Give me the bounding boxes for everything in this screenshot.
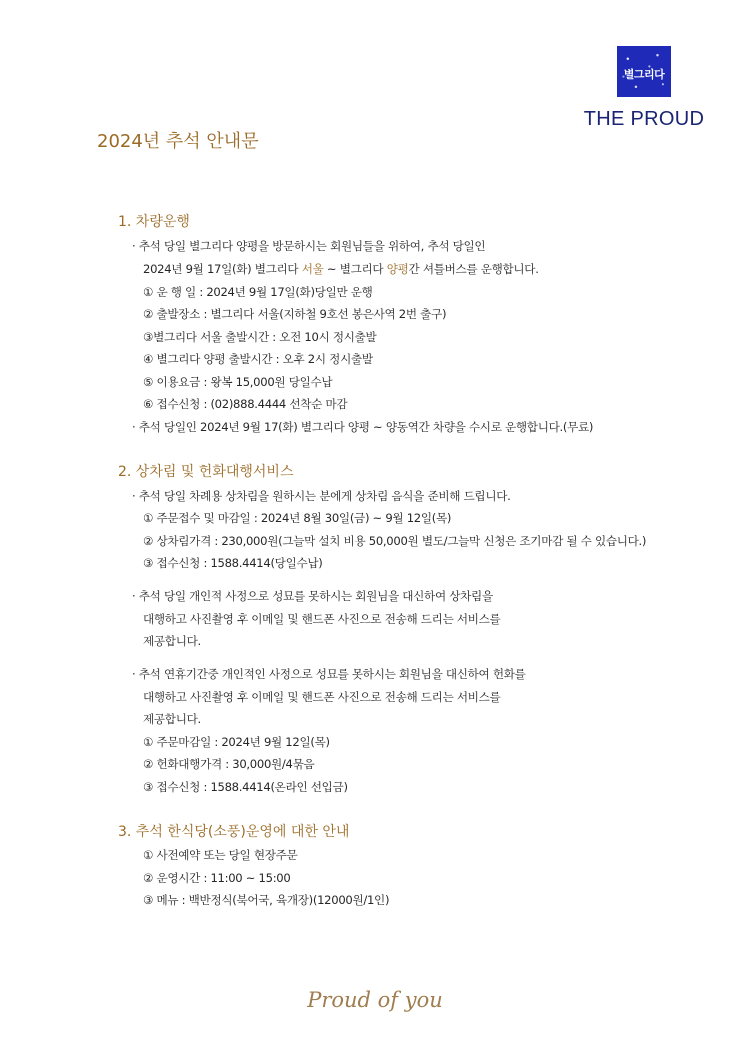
section-heading-restaurant: 3. 추석 한식당(소풍)운영에 대한 안내 <box>118 824 350 840</box>
intro2-part-b: ~ 별그리다 <box>323 262 387 276</box>
section-heading-table-service: 2. 상차림 및 헌화대행서비스 <box>118 464 294 480</box>
section1-intro-line1: · 추석 당일 별그리다 양평을 방문하시는 회원님들을 위하여, 추석 당일인 <box>132 239 486 253</box>
list-item: ② 출발장소 : 별그리다 서울(지하철 9호선 봉은사역 2번 출구) <box>143 307 447 321</box>
list-item: ① 주문마감일 : 2024년 9월 12일(목) <box>143 735 330 749</box>
section2-para2-line2: 대행하고 사진촬영 후 이메일 및 핸드폰 사진으로 전송해 드리는 서비스를 <box>143 690 501 704</box>
list-item: ③별그리다 서울 출발시간 : 오전 10시 정시출발 <box>143 330 377 344</box>
brand-logo <box>617 46 671 97</box>
list-item: ③ 접수신청 : 1588.4414(온라인 선입금) <box>143 780 348 794</box>
page-title: 2024년 추석 안내문 <box>97 131 259 152</box>
highlight-seoul: 서울 <box>301 262 324 276</box>
section2-para2-line1: · 추석 연휴기간중 개인적인 사정으로 성묘를 못하시는 회원님을 대신하여 헌화를 <box>132 667 526 681</box>
list-item: ② 운영시간 : 11:00 ~ 15:00 <box>143 871 291 885</box>
section1-intro-line2 <box>143 261 539 277</box>
section-heading-vehicle: 1. 차량운행 <box>118 214 190 230</box>
list-item: ④ 별그리다 양평 출발시간 : 오후 2시 정시출발 <box>143 352 373 366</box>
section2-para1-line2: 대행하고 사진촬영 후 이메일 및 핸드폰 사진으로 전송해 드리는 서비스를 <box>143 612 501 626</box>
intro2-part-c: 간 셔틀버스를 운행합니다. <box>408 262 539 276</box>
list-item: ⑤ 이용요금 : 왕복 15,000원 당일수납 <box>143 375 333 389</box>
section2-para2-line3: 제공합니다. <box>143 712 201 726</box>
list-item: ② 헌화대행가격 : 30,000원/4묶음 <box>143 757 315 771</box>
list-item: ② 상차림가격 : 230,000원(그늘막 설치 비용 50,000원 별도/그늘막 신청은 조기마감 될 수 있습니다.) <box>143 534 647 548</box>
intro2-part-a: 2024년 9월 17일(화) 별그리다 <box>143 262 302 276</box>
list-item: ⑥ 접수신청 : (02)888.4444 선착순 마감 <box>143 397 348 411</box>
highlight-yangpyeong: 양평 <box>386 262 409 276</box>
list-item: ③ 접수신청 : 1588.4414(당일수납) <box>143 556 323 570</box>
list-item: ① 주문접수 및 마감일 : 2024년 8월 30일(금) ~ 9월 12일(목) <box>143 511 452 525</box>
section2-intro: · 추석 당일 차례용 상차림을 원하시는 분에게 상차림 음식을 준비해 드립니다. <box>132 489 511 503</box>
section2-para1-line3: 제공합니다. <box>143 634 201 648</box>
list-item: ① 운 행 일 : 2024년 9월 17일(화)당일만 운행 <box>143 285 373 299</box>
section2-para1-line1: · 추석 당일 개인적 사정으로 성묘를 못하시는 회원님을 대신하여 상차림을 <box>132 589 493 603</box>
logo-text: 별그리다 <box>623 67 665 81</box>
list-item: ① 사전예약 또는 당일 현장주문 <box>143 848 298 862</box>
list-item: ③ 메뉴 : 백반정식(북어국, 육개장)(12000원/1인) <box>143 893 390 907</box>
brand-name: THE PROUD <box>583 108 705 130</box>
footer-slogan: Proud of you <box>307 988 443 1012</box>
section1-note: · 추석 당일인 2024년 9월 17(화) 별그리다 양평 ~ 양동역간 차량을 수시로 운행합니다.(무료) <box>132 420 594 434</box>
